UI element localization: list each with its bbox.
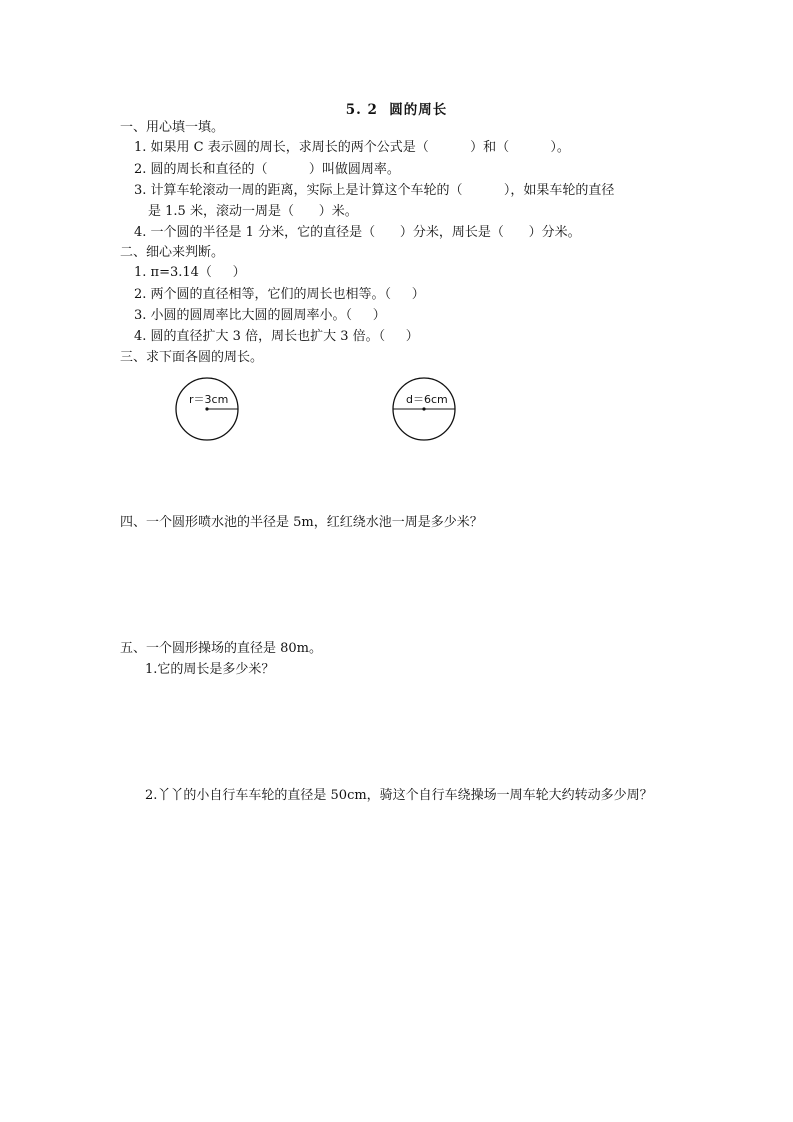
center-dot (205, 407, 208, 410)
diameter-label: d＝6cm (406, 393, 448, 406)
page-title: 5. 2 圆的周长 (345, 102, 448, 118)
section2-question-4: 4. 圆的直径扩大 3 倍，周长也扩大 3 倍。（ ） (134, 329, 419, 344)
section1-question-2: 2. 圆的周长和直径的（ ）叫做圆周率。 (134, 162, 400, 177)
circle-diameter-figure (387, 372, 467, 452)
section4-question: 四、一个圆形喷水池的半径是 5m，红红绕水池一周是多少米？ (120, 515, 483, 530)
section1-heading: 一、用心填一填。 (120, 120, 225, 135)
section2-question-2: 2. 两个圆的直径相等，它们的周长也相等。（ ） (134, 287, 425, 302)
section1-question-4: 4. 一个圆的半径是 1 分米，它的直径是（ ）分米，周长是（ ）分米。 (134, 225, 581, 240)
section5-question-1: 1.它的周长是多少米？ (145, 662, 275, 677)
section3-heading: 三、求下面各圆的周长。 (120, 350, 264, 365)
section2-question-3: 3. 小圆的圆周率比大圆的圆周率小。（ ） (134, 308, 386, 323)
section5-question-2: 2.丫丫的小自行车车轮的直径是 50cm，骑这个自行车绕操场一周车轮大约转动多少周？ (145, 788, 653, 803)
section1-question-3-line2: 是 1.5 米，滚动一周是（ ）米。 (148, 204, 358, 219)
section5-heading: 五、一个圆形操场的直径是 80m。 (120, 641, 323, 656)
section1-question-1: 1. 如果用 C 表示圆的周长，求周长的两个公式是（ ）和（ ）。 (134, 140, 570, 155)
radius-label: r＝3cm (189, 393, 229, 406)
circle-radius-figure (170, 372, 250, 452)
section2-question-1: 1. π=3.14（ ） (134, 265, 246, 280)
section2-heading: 二、细心来判断。 (120, 245, 225, 260)
section1-question-3-line1: 3. 计算车轮滚动一周的距离，实际上是计算这个车轮的（ ），如果车轮的直径 (134, 183, 615, 198)
center-dot (422, 407, 425, 410)
